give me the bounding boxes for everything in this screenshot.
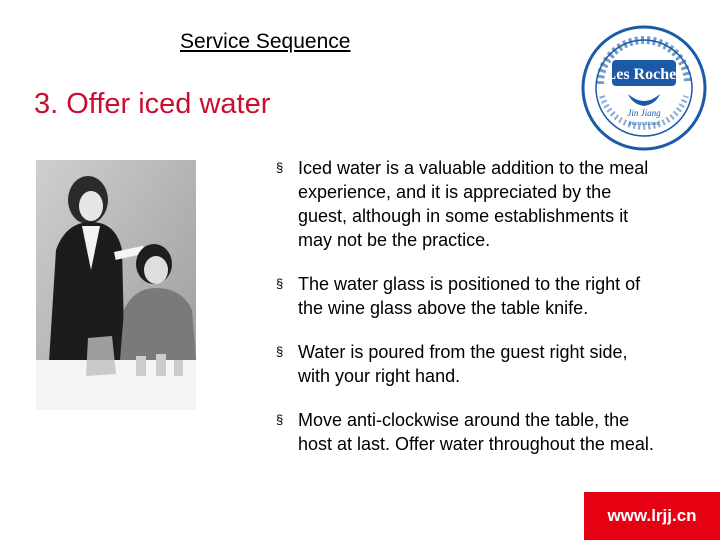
bullet-marker: § [276,412,284,427]
list-item [276,156,656,252]
section-header: Service Sequence [180,30,351,53]
bullet-marker: § [276,160,284,175]
bullet-text: Water is poured from the guest right side, with your right hand. [298,342,628,386]
bullet-marker: § [276,276,284,291]
website-badge[interactable]: www.lrjj.cn [584,492,720,540]
list-item [276,408,656,456]
bullet-text: Iced water is a valuable addition to the meal experience, and it is appreciated by the guest, although in some establishments it may not be the practice. [298,158,649,250]
svg-text:Jin Jiang: Jin Jiang [627,108,661,118]
bullet-text: The water glass is positioned to the right of the wine glass above the table knife. [298,274,641,318]
list-item [276,272,656,320]
bullet-text: Move anti-clockwise around the table, the host at last. Offer water throughout the meal. [298,410,654,454]
les-roches-logo-icon [580,24,708,152]
bullet-marker: § [276,344,284,359]
bullet-list [276,156,656,476]
slide-title: 3. Offer iced water [34,88,271,120]
svg-text:International: International [628,121,660,127]
svg-text:Les Roches: Les Roches [605,66,683,83]
list-item [276,340,656,388]
waitress-pouring-water-photo [36,160,196,410]
